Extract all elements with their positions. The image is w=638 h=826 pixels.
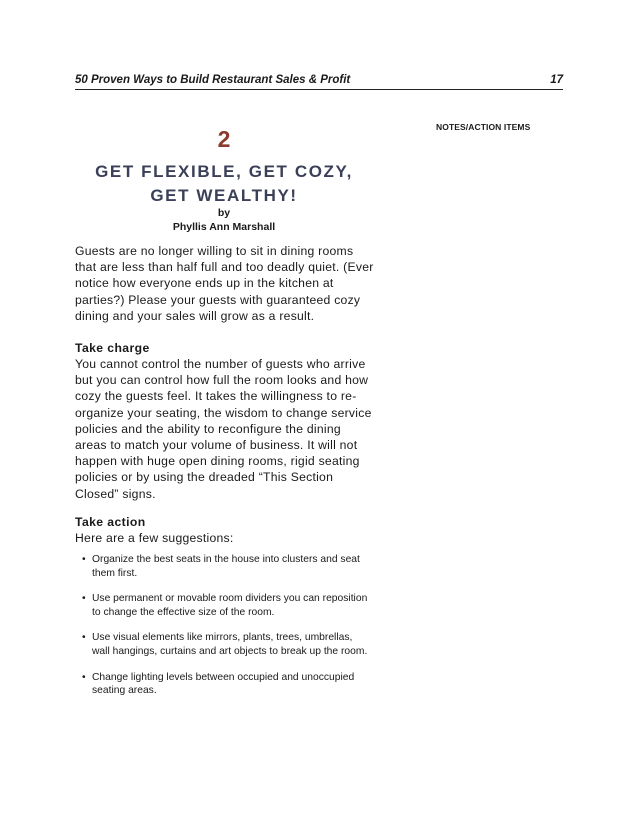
take-action-intro: Here are a few suggestions: [75, 531, 234, 545]
chapter-title-line-1: GET FLEXIBLE, GET COZY, [95, 162, 353, 181]
running-header [75, 74, 563, 90]
list-item-text: Organize the best seats in the house into clusters and seat them first. [92, 554, 360, 579]
list-item [82, 671, 372, 698]
author-name: Phyllis Ann Marshall [172, 221, 276, 233]
chapter-title-line-2: GET WEALTHY! [150, 186, 298, 205]
suggestion-list [82, 553, 372, 710]
book-title: 50 Proven Ways to Build Restaurant Sales & Profit [75, 74, 351, 86]
byline [75, 206, 373, 234]
list-item [82, 592, 372, 619]
byline-by: by [217, 207, 231, 219]
list-item [82, 553, 372, 580]
bullet-icon: • [82, 671, 86, 683]
list-item-text: Use visual elements like mirrors, plants, trees, umbrellas, wall hangings, curtains and art objects to break up the room. [92, 632, 368, 657]
list-item-text: Change lighting levels between occupied and unoccupied seating areas. [92, 671, 355, 697]
list-item [82, 631, 372, 658]
section-heading-take-charge: Take charge [75, 341, 150, 355]
bullet-icon: • [82, 554, 86, 565]
notes-action-items-label: NOTES/ACTION ITEMS [436, 122, 531, 132]
intro-paragraph: Guests are no longer willing to sit in dining rooms that are less than half full and too deadly quiet. (Ever notice how everyone ends up in the kitchen at parties?) Please your guests with guaranteed cozy dining and your sales will grow as a result. [75, 244, 374, 323]
list-item-text: Use permanent or movable room dividers you can reposition to change the effective size of the room. [92, 593, 368, 618]
page-number: 17 [550, 74, 563, 86]
section-heading-take-action: Take action [75, 515, 146, 529]
bullet-icon: • [82, 593, 86, 605]
chapter-title [75, 160, 373, 208]
take-charge-paragraph: You cannot control the number of guests who arrive but you can control how full the room looks and how cozy the guests feel. It takes the willingness to re-organize your seating, the wisdom to change service policies and the ability to reconfigure the dining areas to match your volume of business. It will not happen with huge open dining rooms, rigid seating policies or by using the dreaded “This Section Closed” signs. [75, 357, 372, 501]
bullet-icon: • [82, 632, 86, 644]
chapter-number: 2 [217, 126, 231, 152]
